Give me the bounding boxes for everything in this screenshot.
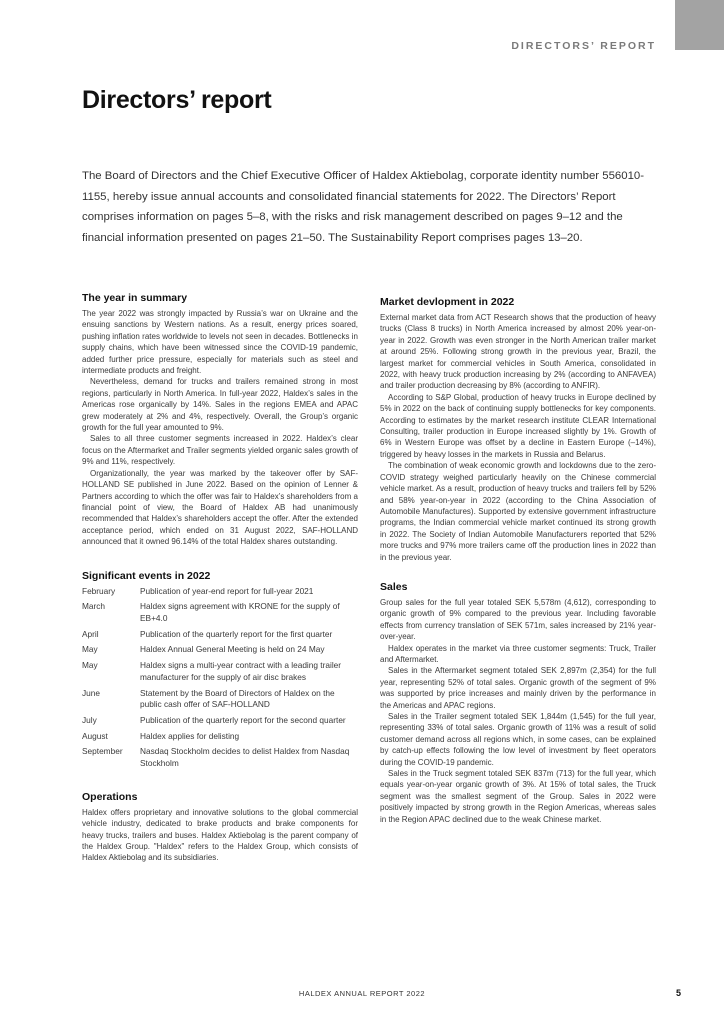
events-list xyxy=(82,586,358,770)
page-title: Directors’ report xyxy=(82,86,272,114)
event-row xyxy=(82,731,358,743)
event-text: Haldex signs a multi-year contract with a leading trailer manufacturer for the supply of air disc brakes xyxy=(140,660,342,682)
sales-paragraph: Sales in the Trailer segment totaled SEK 1,844m (1,545) for the full year, representing 33% of total sales. Organic growth of 11% was a result of solid customer demand across all regions which, in some cases, can be explained by catch-up effects following the low level of investment by fleet operators during the COVID-19 pandemic. xyxy=(380,712,656,767)
operations-paragraph: Haldex offers proprietary and innovative solutions to the global commercial vehicle industry, dedicated to brake products and brake components for heavy trucks, trailers and buses. Haldex Aktiebolag is the parent company of the Haldex Group. "Haldex" refers to the Haldex Group, which consists of Haldex Aktiebolag and its subsidiaries. xyxy=(82,807,358,863)
section-label: DIRECTORS’ REPORT xyxy=(511,40,656,52)
sales-paragraph: Sales in the Aftermarket segment totaled SEK 2,897m (2,354) for the full year, representing 52% of total sales. Organic growth of the segment of 9% was supported by price increases and mainly driven by the performance in the Americas and APAC regions. xyxy=(380,666,656,710)
event-month: February xyxy=(82,585,116,596)
event-text: Statement by the Board of Directors of Haldex on the public cash offer of SAF-HOLLAND xyxy=(140,687,335,710)
event-row xyxy=(82,586,358,598)
market-paragraph: According to S&P Global, production of heavy trucks in Europe declined by 5% in 2022 on the back of continuing supply bottlenecks for key components. According to estimates by the market research institute CLEAR International Consulting, trailer production in Europe increased slightly by 1%. Growth of 6% in Western Europe was offset by a decline in Eastern Europe (–14%), triggered by heavy losses in the markets in Russia and Belarus. xyxy=(380,392,656,459)
event-row xyxy=(82,715,358,727)
event-text: Publication of the quarterly report for the first quarter xyxy=(140,628,333,639)
event-month: June xyxy=(82,687,100,698)
operations-heading: Operations xyxy=(82,790,138,803)
page-number: 5 xyxy=(675,988,681,998)
event-month: March xyxy=(82,601,106,612)
sales-paragraph: Haldex operates in the market via three customer segments: Truck, Trailer and Aftermarket. xyxy=(380,643,656,664)
market-paragraph: The combination of weak economic growth and lockdowns due to the zero-COVID strategy weighed particularly heavily on the Chinese commercial vehicle market. As a result, production of heavy trucks and trailers fell by 52% and 58% year-on-year in 2022 (according to the China Association of Automobile Manufactures). Supported by extensive government infrastructure programs, the Indian commercial vehicle market continued its strong growth in 2022. The Society of Indian Automobile Manufacturers reported that 52% more trucks and 97% more trailers came off the production lines in 2022 than in the previous year. xyxy=(380,461,656,562)
summary-paragraph: Sales to all three customer segments increased in 2022. Haldex’s clear focus on the Aftermarket and Trailer segments yielded organic sales growth of 9% and 11%, respectively. xyxy=(82,434,358,467)
event-month: May xyxy=(82,660,98,671)
event-row xyxy=(82,629,358,641)
summary-paragraph: Nevertheless, demand for trucks and trailers remained strong in most regions, particularly in North America. In full-year 2022, Haldex’s sales in the Americas rose organically by 14%. Sales in the regions EMEA and APAC grew moderately at 2% and 4%, respectively. Overall, the Group’s organic growth for the full year amounted to 9%. xyxy=(82,377,358,433)
sales-paragraph: Group sales for the full year totaled SEK 5,578m (4,612), corresponding to organic growth of 9% compared to the previous year. Including favorable effects from currency translation of SEK 571m, sales increased by 21% year-over-year. xyxy=(380,597,656,642)
page-tab-marker xyxy=(675,0,724,50)
event-row xyxy=(82,688,358,711)
event-text: Haldex applies for delisting xyxy=(140,730,240,741)
event-month: September xyxy=(82,746,123,757)
right-column xyxy=(380,296,656,825)
market-development-heading: Market devlopment in 2022 xyxy=(380,296,515,308)
event-text: Haldex Annual General Meeting is held on 24 May xyxy=(140,644,325,655)
event-text: Publication of year-end report for full-year 2021 xyxy=(140,585,314,596)
event-text: Publication of the quarterly report for the second quarter xyxy=(140,714,346,725)
sales-heading: Sales xyxy=(380,580,408,593)
event-row xyxy=(82,746,358,769)
event-text: Haldex signs agreement with KRONE for the supply of EB+4.0 xyxy=(140,601,340,623)
event-month: August xyxy=(82,730,108,741)
event-text: Nasdaq Stockholm decides to delist Haldex from Nasdaq Stockholm xyxy=(140,746,350,768)
event-month: April xyxy=(82,628,99,639)
event-row xyxy=(82,601,358,624)
footer-text: HALDEX ANNUAL REPORT 2022 xyxy=(298,989,426,998)
significant-events-heading: Significant events in 2022 xyxy=(82,569,211,582)
event-month: May xyxy=(82,644,98,655)
sales-paragraph: Sales in the Truck segment totaled SEK 837m (713) for the full year, which equals year-on-year organic growth of 3%. At 15% of total sales, the Truck segment was the smallest segment of the Group. Sales in 2022 were positively impacted by strong growth in the Region Americas, whereas sales in the Region APAC declined due to the weak Chinese market. xyxy=(380,769,656,824)
left-column xyxy=(82,292,358,864)
event-month: July xyxy=(82,714,97,725)
market-paragraph: External market data from ACT Research shows that the production of heavy trucks (Class 8 trucks) in North America increased by almost 20% year-on-year in 2022. Growth was even stronger in the North American trailer market at around 25%. Following strong growth in the previous year, Brazil, the largest market for commercial vehicles in South America, consolidated in 2022, with heavy truck production increasing by 2% (according to ANFAVEA) and trailer production decreasing by 8% (according to ANFIR). xyxy=(380,313,656,391)
event-row xyxy=(82,660,358,683)
summary-paragraph: Organizationally, the year was marked by the takeover offer by SAF-HOLLAND SE published in June 2022. Based on the opinion of Lenner & Partners according to which the offer was fair to Haldex’s shareholders from a financial point of view, the Board of Haldex AB had unanimously recommended that Haldex’s shareholders accept the offer. After the extended acceptance period, which ended on 31 August 2022, SAF-HOLLAND announced that it owned 96.14% of the total Haldex shares outstanding. xyxy=(82,468,358,547)
summary-paragraph: The year 2022 was strongly impacted by Russia’s war on Ukraine and the ensuing sanctions by Western nations. As a result, energy prices soared, pushing inflation rates worldwide to levels not seen in decades. Bottlenecks in supply chains, which have been witnessed since the COVID-19 pandemic, added further price pressure, especially for materials such as steel and intermediate products and freight. xyxy=(82,309,358,376)
event-row xyxy=(82,644,358,656)
lead-paragraph: The Board of Directors and the Chief Executive Officer of Haldex Aktiebolag, corporate identity number 556010-1155, hereby issue annual accounts and consolidated financial statements for 2022. The Directors’ Report comprises information on pages 5–8, with the risks and risk management described on pages 9–12 and the financial information presented on pages 21–50. The Sustainability Report comprises pages 13–20. xyxy=(82,170,645,244)
year-in-summary-heading: The year in summary xyxy=(82,292,188,304)
